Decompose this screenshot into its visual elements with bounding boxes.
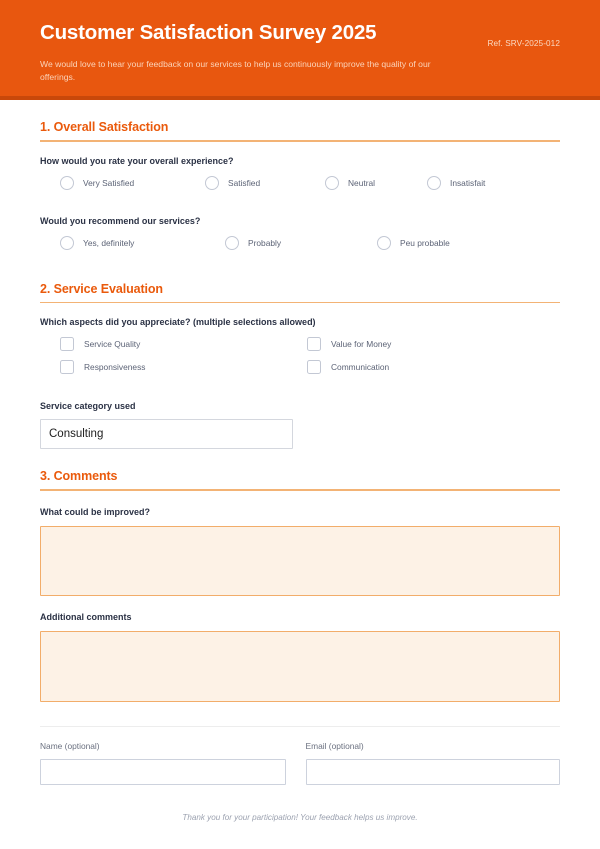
radio-group-recommend xyxy=(40,232,560,262)
radio-label: Insatisfait xyxy=(450,177,486,188)
radio-option-satisfied[interactable] xyxy=(205,172,260,194)
form-header xyxy=(0,0,600,100)
radio-label: Probably xyxy=(248,237,282,248)
question-recommend-label: Would you recommend our services? xyxy=(40,215,201,226)
section-title-service: 2. Service Evaluation xyxy=(40,281,163,296)
checkbox-option-communication[interactable] xyxy=(307,358,389,376)
section-divider xyxy=(40,302,560,304)
radio-label: Neutral xyxy=(348,177,375,188)
checkbox-label: Responsiveness xyxy=(84,362,146,372)
radio-option-insatisfait[interactable] xyxy=(427,172,485,194)
radio-label: Very Satisfied xyxy=(83,177,135,188)
email-field-group xyxy=(306,741,560,785)
checkbox-label: Communication xyxy=(331,362,390,372)
additional-comments-label: Additional comments xyxy=(40,611,132,622)
question-overall-experience-label: How would you rate your overall experience? xyxy=(40,155,234,166)
service-category-label: Service category used xyxy=(40,401,136,411)
radio-option-peu-probable[interactable] xyxy=(377,232,450,254)
radio-option-very-satisfied[interactable] xyxy=(60,172,134,194)
checkbox-option-service-quality[interactable] xyxy=(60,335,140,353)
radio-circle-icon[interactable] xyxy=(205,176,219,190)
section-title-comments: 3. Comments xyxy=(40,469,118,483)
checkbox-square-icon[interactable] xyxy=(60,360,74,374)
thank-you-message: Thank you for your participation! Your feedback helps us improve. xyxy=(182,813,418,822)
section-comments xyxy=(40,449,560,702)
radio-group-overall-experience xyxy=(40,172,560,202)
question-aspects-label: Which aspects did you appreciate? (multiple selections allowed) xyxy=(40,317,316,327)
reference-number: Ref. SRV-2025-012 xyxy=(487,39,560,48)
name-field-label: Name (optional) xyxy=(40,741,100,751)
checkbox-group-aspects xyxy=(40,335,560,383)
checkbox-option-value-for-money[interactable] xyxy=(307,335,391,353)
contact-divider xyxy=(40,726,560,728)
form-body xyxy=(0,100,600,822)
section-service-evaluation xyxy=(40,262,560,450)
radio-label: Yes, definitely xyxy=(83,237,135,248)
contact-fields-row xyxy=(40,741,560,785)
radio-circle-icon[interactable] xyxy=(225,236,239,250)
checkbox-square-icon[interactable] xyxy=(307,360,321,374)
header-subtitle: We would love to hear your feedback on our services to help us continuously improve the quality of our offerings. xyxy=(40,58,431,82)
radio-label: Satisfied xyxy=(228,177,261,188)
radio-option-yes-definitely[interactable] xyxy=(60,232,134,254)
checkbox-square-icon[interactable] xyxy=(60,337,74,351)
radio-option-neutral[interactable] xyxy=(325,172,375,194)
section-divider xyxy=(40,489,560,491)
section-overall-satisfaction xyxy=(40,100,560,262)
section-title-overall: 1. Overall Satisfaction xyxy=(40,120,169,134)
email-input[interactable] xyxy=(306,759,560,785)
radio-circle-icon[interactable] xyxy=(60,236,74,250)
radio-circle-icon[interactable] xyxy=(377,236,391,250)
name-input[interactable] xyxy=(40,759,286,785)
additional-comments-textarea[interactable] xyxy=(40,631,560,702)
radio-label: Peu probable xyxy=(400,237,450,248)
checkbox-option-responsiveness[interactable] xyxy=(60,358,145,376)
checkbox-label: Service Quality xyxy=(84,339,141,349)
checkbox-square-icon[interactable] xyxy=(307,337,321,351)
improvement-label: What could be improved? xyxy=(40,506,151,517)
service-category-input[interactable] xyxy=(40,419,293,449)
radio-circle-icon[interactable] xyxy=(60,176,74,190)
service-category-value: Consulting xyxy=(49,428,104,440)
email-field-label: Email (optional) xyxy=(305,741,364,751)
radio-circle-icon[interactable] xyxy=(325,176,339,190)
radio-circle-icon[interactable] xyxy=(427,176,441,190)
radio-option-probably[interactable] xyxy=(225,232,281,254)
section-divider xyxy=(40,140,560,142)
checkbox-label: Value for Money xyxy=(331,339,392,349)
name-field-group xyxy=(40,741,286,785)
page-title: Customer Satisfaction Survey 2025 xyxy=(40,21,377,44)
improvement-textarea[interactable] xyxy=(40,526,560,596)
